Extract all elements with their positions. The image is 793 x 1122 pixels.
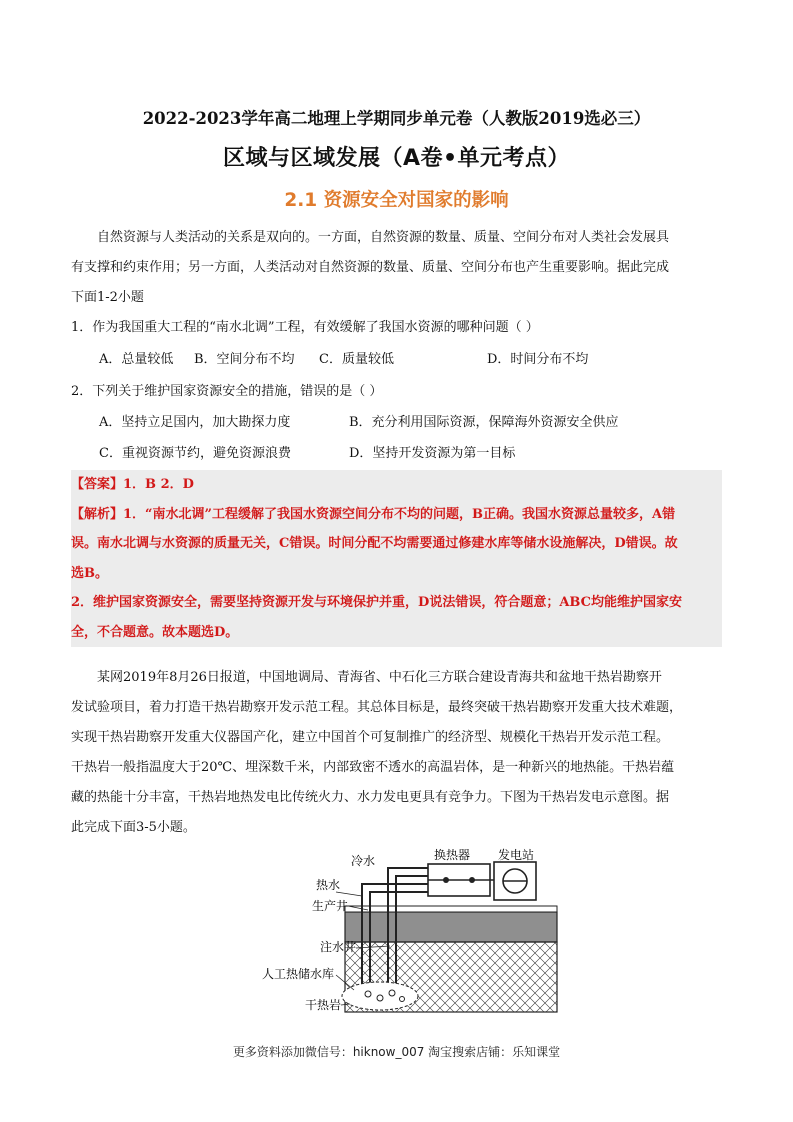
passage-line: 某网2019年8月26日报道，中国地调局、青海省、中石化三方联合建设青海共和盆地干热岩勘察开 — [97, 670, 662, 685]
section-title: 2.1 资源安全对国家的影响 — [284, 190, 509, 211]
question-1-stem: 1．作为我国重大工程的“南水北调”工程，有效缓解了我国水资源的哪种问题（ ） — [71, 320, 539, 335]
analysis-tag: 【解析】 — [71, 506, 124, 522]
sediment-layer — [345, 912, 557, 942]
label-heat-exchanger: 换热器 — [434, 848, 471, 862]
passage-line: 藏的热能十分丰富，干热岩地热发电比传统火力、水力发电更具有竞争力。下图为干热岩发电示意图。据 — [71, 790, 670, 805]
q2-option-d: D．坚持开发资源为第一目标 — [349, 446, 516, 461]
label-dry-hot-rock: 干热岩 — [305, 998, 342, 1012]
answer-tag: 【答案】 — [71, 477, 124, 492]
analysis-line: 全，不合题意。故本题选D。 — [71, 624, 239, 640]
passage-line: 发试验项目，着力打造干热岩勘察开发示范工程。其总体目标是，最终突破干热岩勘察开发重大技术难题， — [71, 700, 683, 715]
passage-line: 此完成下面3-5小题。 — [71, 820, 196, 835]
passage-line: 下面1-2小题 — [71, 290, 144, 305]
answer-block — [71, 470, 722, 647]
q1-option-d: D．时间分布不均 — [487, 352, 589, 367]
analysis-line — [71, 500, 722, 530]
analysis-line: 选B。 — [71, 565, 108, 581]
exam-title: 2022-2023学年高二地理上学期同步单元卷（人教版2019选必三） — [142, 109, 651, 128]
label-hot-water: 热水 — [316, 878, 341, 892]
footer-text: 更多资料添加微信号：hiknow_007 淘宝搜索店铺：乐知课堂 — [232, 1045, 561, 1059]
q1-option-b: B．空间分布不均 — [194, 352, 295, 367]
passage-line: 自然资源与人类活动的关系是双向的。一方面，自然资源的数量、质量、空间分布对人类社会发展具 — [97, 230, 670, 245]
analysis-text: 1．“南水北调”工程缓解了我国水资源空间分布不均的问题，B正确。我国水资源总量较多，A错 — [123, 506, 676, 522]
passage-1 — [71, 223, 726, 313]
answer-text: 1．B 2．D — [123, 477, 194, 492]
unit-title: 区域与区域发展（A卷•单元考点） — [222, 146, 571, 171]
passage-2 — [71, 663, 726, 843]
q2-option-c: C．重视资源节约，避免资源浪费 — [99, 446, 291, 461]
label-power-station: 发电站 — [498, 848, 535, 862]
analysis-line: 2．维护国家资源安全，需要坚持资源开发与环境保护并重，D说法错误，符合题意；ABC均能维护国家安 — [71, 595, 682, 610]
answer-line — [71, 470, 722, 500]
passage-line: 有支撑和约束作用；另一方面，人类活动对自然资源的数量、质量、空间分布也产生重要影响。据此完成 — [71, 260, 670, 275]
surface-line — [345, 906, 557, 912]
q1-option-c: C．质量较低 — [319, 352, 394, 367]
q2-option-a: A．坚持立足国内，加大勘探力度 — [99, 415, 291, 430]
hot-dry-rock-diagram — [250, 848, 560, 1018]
passage-line: 干热岩一般指温度大于20℃、埋深数千米，内部致密不透水的高温岩体，是一种新兴的地热能。干热岩蕴 — [71, 760, 675, 775]
q2-option-b: B．充分利用国际资源，保障海外资源安全供应 — [349, 415, 619, 430]
label-production-well: 生产井 — [312, 899, 349, 913]
label-cold-water: 冷水 — [351, 854, 376, 868]
label-reservoir: 人工热储水库 — [262, 967, 335, 981]
question-2-stem: 2．下列关于维护国家资源安全的措施，错误的是（ ） — [71, 384, 383, 399]
label-injection-well: 注水井 — [320, 940, 357, 954]
passage-line: 实现干热岩勘察开发重大仪器国产化，建立中国首个可复制推广的经济型、规模化干热岩开发示范工程。 — [71, 730, 670, 745]
q1-option-a: A．总量较低 — [99, 352, 174, 367]
analysis-line: 误。南水北调与水资源的质量无关，C错误。时间分配不均需要通过修建水库等储水设施解决，D错误。故 — [71, 536, 678, 551]
